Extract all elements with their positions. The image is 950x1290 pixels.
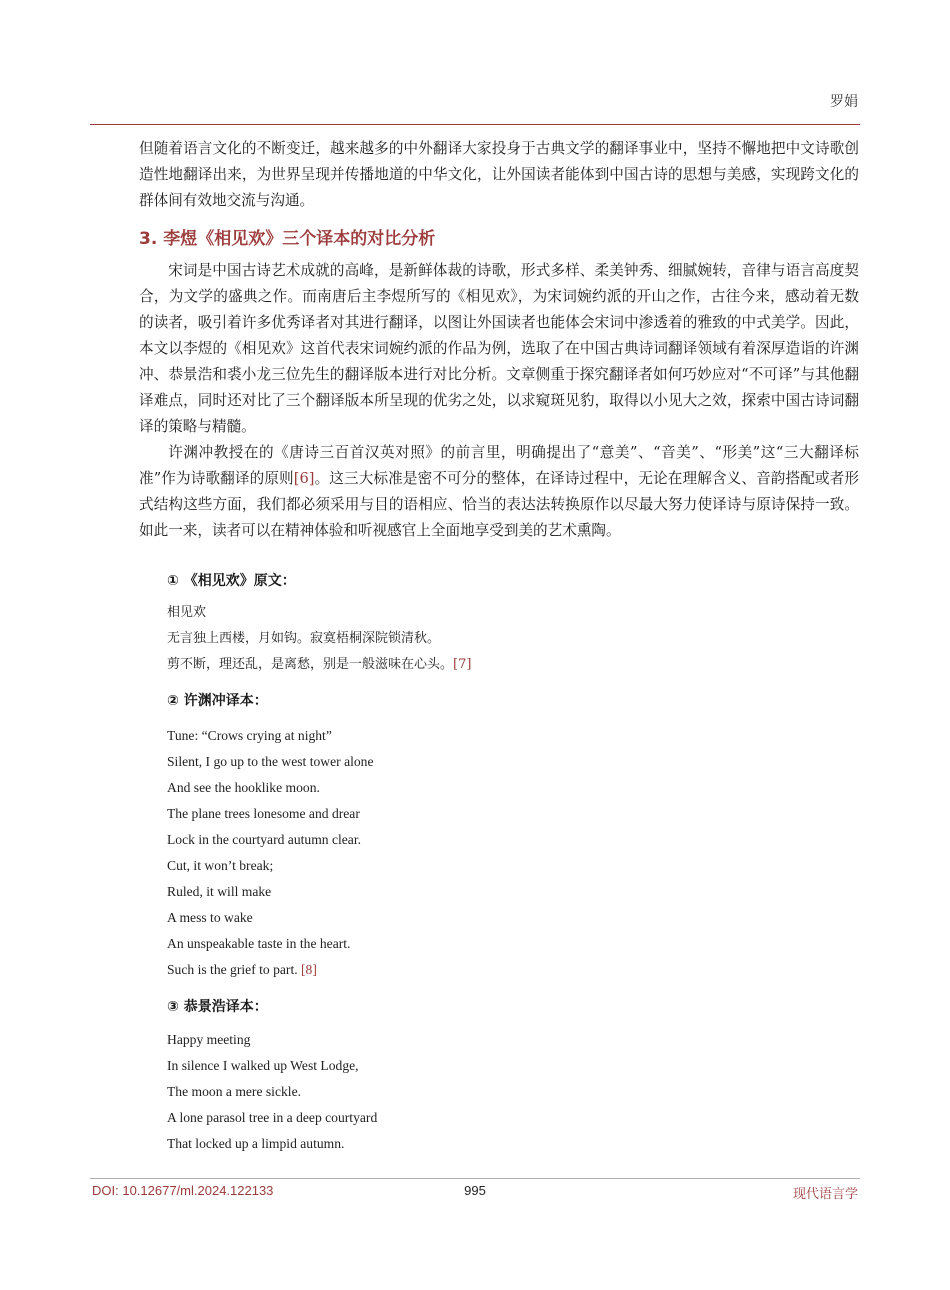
xu-heading: ② 许渊冲译本： [167,693,268,709]
poem-line: 相见欢 [167,605,207,620]
paragraph-2 [139,440,859,544]
gong-translation [167,1027,377,1157]
footer-doi[interactable]: DOI: 10.12677/ml.2024.122133 [92,1183,274,1198]
paragraph-2-text-b: 。这三大标准是密不可分的整体，在译诗过程中，无论在理解含义、音韵搭配或者形式结构这些方面，我们都必须采用与目的语相应、恰当的表达法转换原作以尽最大努力使译诗与原诗保持一致。如此一来，读者可以在精神体验和听视感官上全面地享受到美的艺术熏陶。 [139,470,859,539]
poem-line: In silence I walked up West Lodge, [167,1058,359,1073]
citation-7[interactable]: [7] [453,657,472,672]
poem-line: Tune: “Crows crying at night” [167,728,332,743]
original-poem [167,600,471,678]
footer-journal[interactable]: 现代语言学 [792,1187,858,1202]
poem-line: The plane trees lonesome and drear [167,806,360,821]
gong-heading: ③ 恭景浩译本： [167,999,268,1015]
poem-line: Lock in the courtyard autumn clear. [167,832,362,847]
poem-line: Such is the grief to part. [8] [167,962,317,977]
paragraph-1: 宋词是中国古诗艺术成就的高峰，是新鲜体裁的诗歌，形式多样、柔美钟秀、细腻婉转，音律与语言高度契合，为文学的盛典之作。而南唐后主李煜所写的《相见欢》，为宋词婉约派的开山之作，古往今来，感动着无数的读者，吸引着许多优秀译者对其进行翻译，以图让外国读者也能体会宋词中渗透着的雅致的中式美学。因此，本文以李煜的《相见欢》这首代表宋词婉约派的作品为例，选取了在中国古典诗词翻译领域有着深厚造诣的许渊冲、恭景浩和裘小龙三位先生的翻译版本进行对比分析。文章侧重于探究翻译者如何巧妙应对“不可译”与其他翻译难点，同时还对比了三个翻译版本所呈现的优劣之处，以求窥斑见豹，取得以小见大之效，探索中国古诗词翻译的策略与精髓。 [139,262,859,435]
paragraph-2-text-a: 许渊冲教授在的《唐诗三百首汉英对照》的前言里，明确提出了“意美”、“音美”、“形美”这“三大翻译标准”作为诗歌翻译的原则 [139,444,859,487]
poem-line: An unspeakable taste in the heart. [167,936,351,951]
poem-line: A lone parasol tree in a deep courtyard [167,1110,378,1125]
header-author: 罗娟 [830,94,858,110]
footer-page-number: 995 [464,1183,486,1198]
poem-line: Ruled, it will make [167,884,272,899]
intro-paragraph-block [139,136,859,214]
xu-translation [167,723,374,983]
poem-line: The moon a mere sickle. [167,1084,301,1099]
section-title: 3. 李煜《相见欢》三个译本的对比分析 [139,229,436,249]
intro-paragraph: 但随着语言文化的不断变迁，越来越多的中外翻译大家投身于古典文学的翻译事业中，坚持不懈地把中文诗歌创造性地翻译出来，为世界呈现并传播地道的中华文化，让外国读者能体到中国古诗的思想与美感，实现跨文化的群体间有效地交流与沟通。 [139,140,859,209]
poem-line: That locked up a limpid autumn. [167,1136,345,1151]
poem-line: Happy meeting [167,1032,251,1047]
poem-line: Cut, it won’t break; [167,858,274,873]
footer-rule [90,1178,860,1179]
body-paragraphs [139,258,859,544]
citation-8[interactable]: [8] [301,962,317,977]
poem-line: A mess to wake [167,910,253,925]
poem-line: Silent, I go up to the west tower alone [167,754,374,769]
citation-6[interactable]: [6] [293,470,315,487]
poem-line: 剪不断，理还乱，是离愁，别是一般滋味在心头。[7] [167,657,472,672]
poem-line: And see the hooklike moon. [167,780,320,795]
original-heading: ① 《相见欢》原文： [167,573,296,589]
poem-line: 无言独上西楼，月如钩。寂寞梧桐深院锁清秋。 [167,631,441,646]
header-rule [90,124,860,125]
